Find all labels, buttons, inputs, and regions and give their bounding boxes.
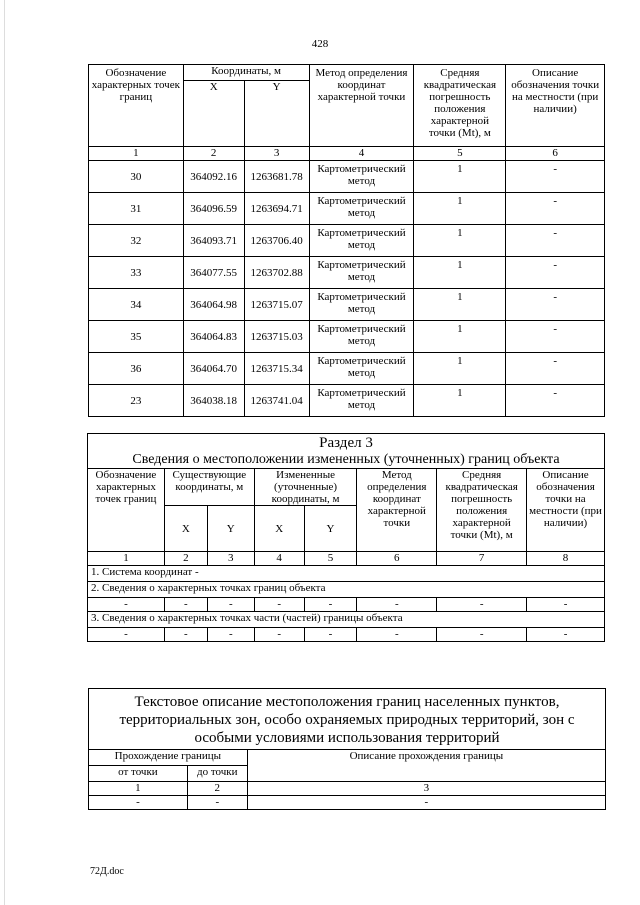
- method-cell: Картометрический метод: [309, 385, 414, 417]
- col-number: 5: [414, 147, 506, 161]
- s3-header-y2: Y: [304, 506, 357, 552]
- passage-header: Прохождение границы: [89, 750, 248, 766]
- col-number: 8: [527, 552, 605, 566]
- error-cell: 1: [414, 385, 506, 417]
- y-cell: 1263706.40: [244, 225, 309, 257]
- header-point: Обозначение характерных точек границ: [89, 65, 184, 147]
- from-point-header: от точки: [89, 766, 188, 782]
- file-name-footer: 72Д.doc: [90, 866, 124, 877]
- table-row: [89, 257, 605, 289]
- desc-cell: -: [506, 161, 605, 193]
- dash-cell: -: [357, 598, 437, 612]
- s3-header-description: Описание обозначения точки на местности (при наличии): [527, 469, 605, 552]
- header-method: Метод определения координат характерной точки: [309, 65, 414, 147]
- col-number: 7: [437, 552, 527, 566]
- dash-cell: -: [304, 628, 357, 642]
- table-row: [89, 225, 605, 257]
- point-cell: 32: [89, 225, 184, 257]
- col-number: 3: [244, 147, 309, 161]
- col-number: 1: [89, 782, 188, 796]
- point-cell: 34: [89, 289, 184, 321]
- col-number: 1: [89, 147, 184, 161]
- desc-cell: -: [506, 225, 605, 257]
- method-cell: Картометрический метод: [309, 289, 414, 321]
- error-cell: 1: [414, 161, 506, 193]
- dash-cell: -: [527, 598, 605, 612]
- point-cell: 31: [89, 193, 184, 225]
- section3-table: [87, 433, 605, 642]
- col-number: 2: [183, 147, 244, 161]
- boundary-description-table: [88, 688, 606, 810]
- dash-cell: -: [254, 628, 304, 642]
- error-cell: 1: [414, 225, 506, 257]
- method-cell: Картометрический метод: [309, 161, 414, 193]
- table-row: [89, 353, 605, 385]
- desc-cell: -: [506, 385, 605, 417]
- x-cell: 364064.70: [183, 353, 244, 385]
- dash-cell: -: [437, 628, 527, 642]
- dash-cell: -: [88, 628, 165, 642]
- error-cell: 1: [414, 289, 506, 321]
- s3-header-y1: Y: [207, 506, 254, 552]
- y-cell: 1263694.71: [244, 193, 309, 225]
- y-cell: 1263715.07: [244, 289, 309, 321]
- col-number: 2: [164, 552, 207, 566]
- table-row: [89, 193, 605, 225]
- dash-cell: -: [437, 598, 527, 612]
- dash-cell: -: [164, 598, 207, 612]
- col-number: 5: [304, 552, 357, 566]
- x-cell: 364096.59: [183, 193, 244, 225]
- coord-system-label: 1. Система координат -: [88, 566, 605, 582]
- table-row: [89, 289, 605, 321]
- point-cell: 30: [89, 161, 184, 193]
- col-number: 4: [309, 147, 414, 161]
- point-cell: 23: [89, 385, 184, 417]
- parts-label: 3. Сведения о характерных точках части (частей) границы объекта: [88, 612, 605, 628]
- col-number: 2: [187, 782, 247, 796]
- x-cell: 364093.71: [183, 225, 244, 257]
- col-number: 1: [88, 552, 165, 566]
- col-number: 6: [506, 147, 605, 161]
- desc-cell: -: [506, 193, 605, 225]
- point-cell: 33: [89, 257, 184, 289]
- method-cell: Картометрический метод: [309, 225, 414, 257]
- header-x: X: [183, 81, 244, 147]
- text-desc-title: Текстовое описание местоположения границ населенных пунктов, территориальных зон, особо охраняемых природных территорий, зон с особыми условиями использования территорий: [89, 689, 606, 750]
- dash-cell: -: [527, 628, 605, 642]
- y-cell: 1263681.78: [244, 161, 309, 193]
- desc-cell: -: [506, 353, 605, 385]
- error-cell: 1: [414, 257, 506, 289]
- s3-header-error: Средняя квадратическая погрешность положения характерной точки (Mt), м: [437, 469, 527, 552]
- point-cell: 36: [89, 353, 184, 385]
- coordinates-table: [88, 64, 605, 417]
- col-number: 4: [254, 552, 304, 566]
- col-number: 3: [207, 552, 254, 566]
- header-y: Y: [244, 81, 309, 147]
- section-subtitle: Сведения о местоположении измененных (уточненных) границ объекта: [88, 452, 605, 469]
- s3-header-x1: X: [164, 506, 207, 552]
- x-cell: 364077.55: [183, 257, 244, 289]
- col-number: 6: [357, 552, 437, 566]
- header-error: Средняя квадратическая погрешность положения характерной точки (Mt), м: [414, 65, 506, 147]
- dash-cell: -: [207, 628, 254, 642]
- points-label: 2. Сведения о характерных точках границ объекта: [88, 582, 605, 598]
- y-cell: 1263702.88: [244, 257, 309, 289]
- header-description: Описание обозначения точки на местности (при наличии): [506, 65, 605, 147]
- s3-header-changed: Измененные (уточненные) координаты, м: [254, 469, 357, 506]
- s3-header-existing: Существующие координаты, м: [164, 469, 254, 506]
- section-title: Раздел 3: [88, 434, 605, 453]
- dash-cell: -: [187, 796, 247, 810]
- x-cell: 364064.83: [183, 321, 244, 353]
- scan-edge: [4, 0, 5, 905]
- dash-cell: -: [207, 598, 254, 612]
- method-cell: Картометрический метод: [309, 353, 414, 385]
- col-number: 3: [247, 782, 605, 796]
- dash-cell: -: [164, 628, 207, 642]
- page-number: 428: [311, 38, 329, 50]
- dash-cell: -: [254, 598, 304, 612]
- table-row: [89, 385, 605, 417]
- table-row: [89, 161, 605, 193]
- table-row: [89, 321, 605, 353]
- s3-header-x2: X: [254, 506, 304, 552]
- method-cell: Картометрический метод: [309, 257, 414, 289]
- dash-cell: -: [89, 796, 188, 810]
- dash-cell: -: [304, 598, 357, 612]
- desc-cell: -: [506, 257, 605, 289]
- method-cell: Картометрический метод: [309, 321, 414, 353]
- y-cell: 1263741.04: [244, 385, 309, 417]
- dash-cell: -: [357, 628, 437, 642]
- point-cell: 35: [89, 321, 184, 353]
- y-cell: 1263715.03: [244, 321, 309, 353]
- error-cell: 1: [414, 321, 506, 353]
- s3-header-method: Метод определения координат характерной точки: [357, 469, 437, 552]
- error-cell: 1: [414, 193, 506, 225]
- desc-cell: -: [506, 321, 605, 353]
- x-cell: 364092.16: [183, 161, 244, 193]
- desc-cell: -: [506, 289, 605, 321]
- method-cell: Картометрический метод: [309, 193, 414, 225]
- passage-description-header: Описание прохождения границы: [247, 750, 605, 782]
- y-cell: 1263715.34: [244, 353, 309, 385]
- header-coords: Координаты, м: [183, 65, 309, 81]
- x-cell: 364064.98: [183, 289, 244, 321]
- dash-cell: -: [88, 598, 165, 612]
- dash-cell: -: [247, 796, 605, 810]
- s3-header-point: Обозначение характерных точек границ: [88, 469, 165, 552]
- to-point-header: до точки: [187, 766, 247, 782]
- error-cell: 1: [414, 353, 506, 385]
- x-cell: 364038.18: [183, 385, 244, 417]
